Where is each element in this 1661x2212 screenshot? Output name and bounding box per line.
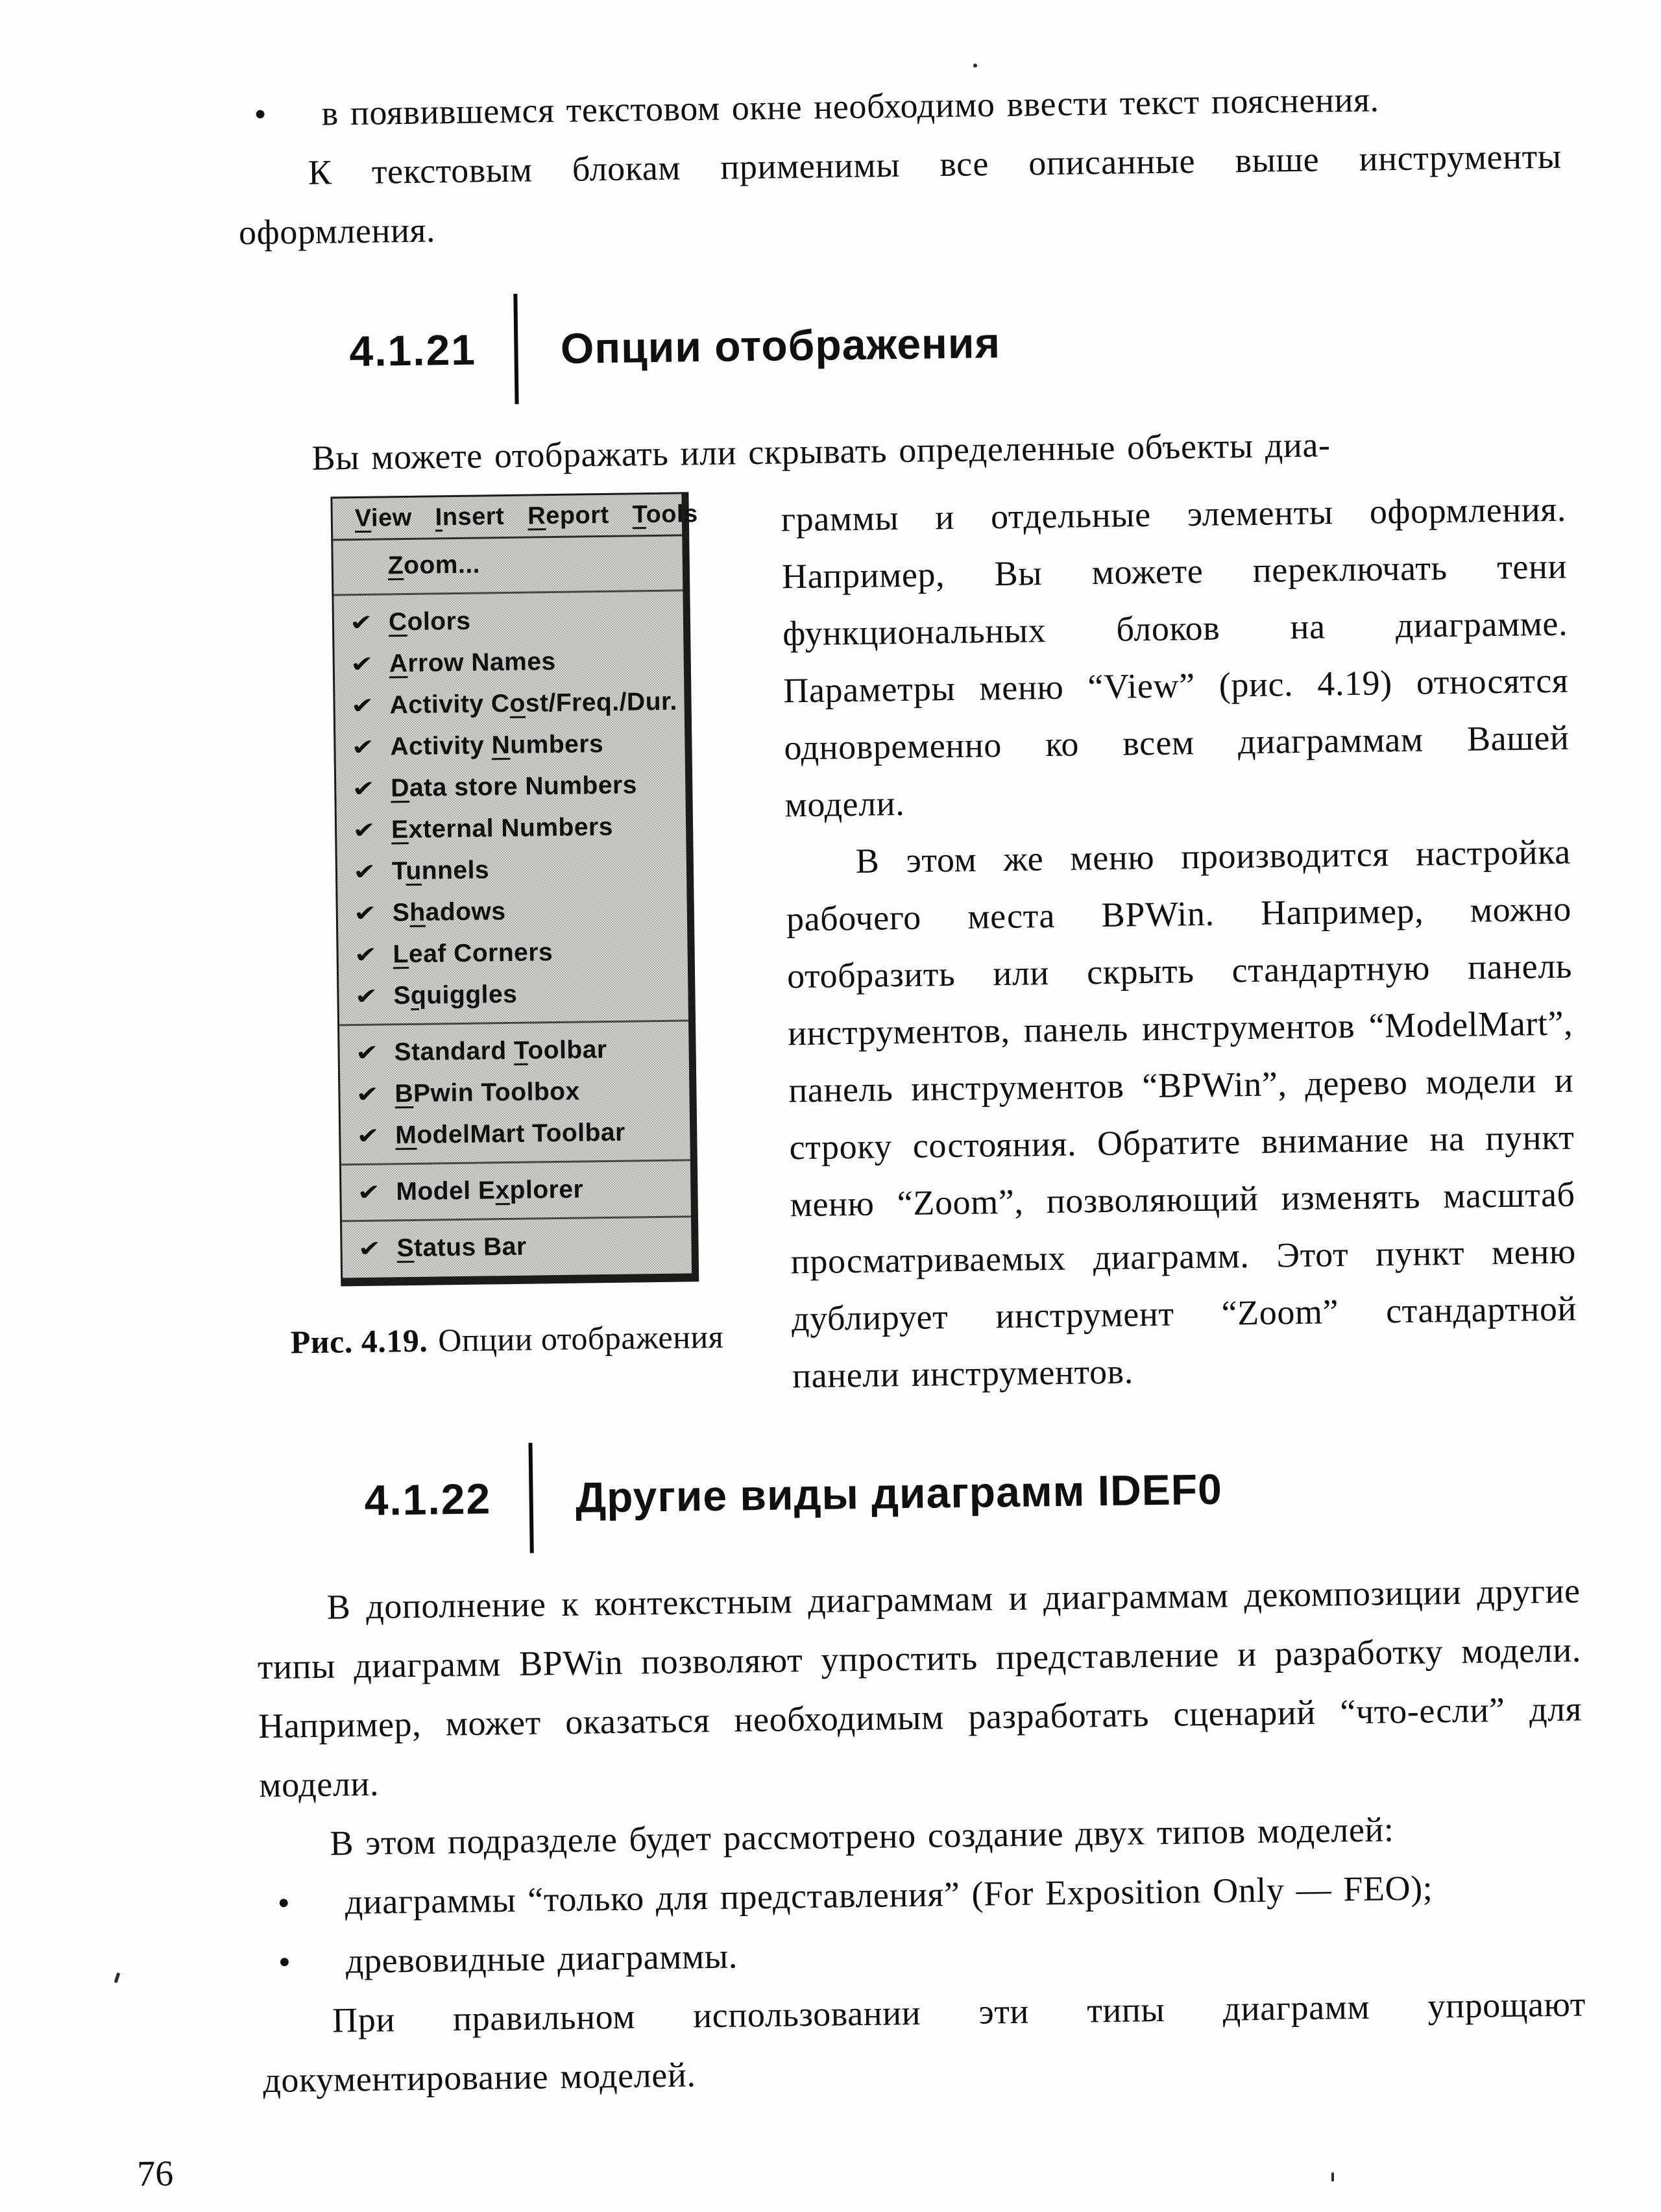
scan-artifact <box>973 64 977 67</box>
list-item-text: древовидные диаграммы. <box>345 1936 738 1981</box>
paragraph-closing: При правильном использовании эти типы диаграмм упрощают документирование моделей. <box>262 1984 1586 2100</box>
menu-item-label: ModelMart Toolbar <box>395 1118 625 1150</box>
menu-item-label: Zoom... <box>387 550 481 580</box>
menu-item-label: Activity Cost/Freq./Dur. <box>389 687 678 720</box>
menu-item-label: BPwin Toolbox <box>394 1077 580 1108</box>
model-types-list <box>260 1856 1585 1992</box>
menu-item-leaf-corners[interactable] <box>338 930 688 976</box>
section-title: Другие виды диаграмм IDEF0 <box>575 1465 1223 1522</box>
checkmark-icon: ✔ <box>352 859 377 885</box>
section-heading-4-1-22 <box>364 1429 1580 1555</box>
checkmark-icon: ✔ <box>358 1236 382 1262</box>
section-heading-4-1-21 <box>348 280 1564 406</box>
figure-caption-label: Рис. 4.19. <box>290 1322 428 1361</box>
checkmark-icon: ✔ <box>352 776 376 802</box>
menu-separator <box>341 1159 690 1165</box>
bullet-marker: • <box>278 1942 291 1982</box>
checkmark-icon: ✔ <box>356 1082 380 1108</box>
paragraph-two-types: В этом подразделе будет рассмотрено создание двух типов моделей: <box>330 1810 1394 1863</box>
checkmark-icon: ✔ <box>352 818 376 844</box>
menu-item-model-explorer[interactable] <box>341 1167 691 1213</box>
menu-item-colors[interactable] <box>334 598 684 644</box>
paragraph-addition: В дополнение к контекстным диаграммам и диаграммам декомпозиции другие типы диаграмм BPWin позволяют упростить представление и разработку модели. Например, может оказаться необходимым разработать сценарий “что-если” для модели. <box>257 1571 1582 1805</box>
menu-item-label: Tools <box>632 500 698 528</box>
menu-list <box>333 536 692 1278</box>
bullet-marker: • <box>254 94 267 134</box>
figure-caption-text: Опции отображения <box>437 1318 724 1359</box>
checkmark-icon: ✔ <box>357 1180 381 1206</box>
paragraph-workspace: В этом же меню производится настройка рабочего места BPWin. Например, можно отобразить или скрыть стандартную панель инструментов, панель инструментов “ModelMart”, панель инструментов “BPWin”, дерево модели и строку состояния. Обратите внимание на пункт меню “Zoom”, позволяющий изменять масштаб просматриваемых диаграмм. Этот пункт меню дублирует инструмент “Zoom” стандартной панели инструментов. <box>786 832 1577 1396</box>
menubar-item-insert[interactable] <box>435 503 504 531</box>
checkmark-icon: ✔ <box>354 942 378 968</box>
checkmark-icon: ✔ <box>355 1040 379 1066</box>
checkmark-icon: ✔ <box>353 901 377 927</box>
menu-item-label: External Numbers <box>391 812 614 844</box>
list-item-text: диаграммы “только для представления” (For Exposition Only — FEO); <box>345 1868 1433 1922</box>
menubar-item-report[interactable] <box>527 501 609 530</box>
bullet-marker: • <box>277 1883 291 1923</box>
menu-item-squiggles[interactable] <box>339 971 688 1017</box>
paragraph-view-intro-line: Вы можете отображать или скрывать определенные объекты диа- <box>311 425 1331 478</box>
menu-item-standard-toolbar[interactable] <box>339 1028 689 1074</box>
menu-item-label: Insert <box>435 502 505 531</box>
menu-item-activity-cost-freq-dur[interactable] <box>335 681 685 727</box>
paragraph-text-blocks: К текстовым блокам применимы все описанные выше инструменты оформления. <box>238 136 1562 252</box>
menubar-item-view[interactable] <box>355 504 412 532</box>
menu-item-external-numbers[interactable] <box>337 805 686 851</box>
menu-item-label: Status Bar <box>396 1232 527 1263</box>
menubar-item-tools[interactable] <box>632 500 698 529</box>
paragraph-view-rest: граммы и отдельные элементы оформления. Например, Вы можете переключать тени функциональных блоков на диаграмме. Параметры меню “View” (рис. 4.19) относятся одновременно ко всем диаграммам Вашей модели. <box>781 489 1570 825</box>
figure-column <box>242 491 792 1411</box>
scan-artifact <box>114 1973 121 1984</box>
menu-item-modelmart-toolbar[interactable] <box>341 1111 690 1157</box>
bullet-text: в появившемся текстовом окне необходимо ввести текст пояснения. <box>321 80 1379 133</box>
menu-bar <box>332 494 698 541</box>
menu-item-label: Colors <box>388 607 471 637</box>
menu-item-activity-numbers[interactable] <box>335 722 685 768</box>
checkmark-icon: ✔ <box>356 1123 380 1149</box>
heading-divider-bar <box>513 294 518 404</box>
menu-item-label: Squiggles <box>393 980 518 1010</box>
menu-separator <box>339 1019 688 1026</box>
menu-separator <box>333 589 683 596</box>
heading-divider-bar <box>528 1443 533 1553</box>
menu-separator <box>342 1215 691 1222</box>
menu-item-label: Report <box>527 501 609 530</box>
page-content <box>136 68 1588 2194</box>
text-column <box>781 481 1577 1405</box>
menu-item-label: Leaf Corners <box>393 938 553 969</box>
menu-item-label: Activity Numbers <box>390 730 604 761</box>
checkmark-icon: ✔ <box>349 610 374 636</box>
menu-item-label: Tunnels <box>391 856 490 886</box>
figure-view-menu-screenshot <box>330 492 699 1286</box>
menu-item-label: Arrow Names <box>389 647 556 678</box>
menu-item-label: Data store Numbers <box>391 771 638 803</box>
menu-item-label: View <box>354 504 413 532</box>
checkmark-icon: ✔ <box>350 693 374 719</box>
menu-item-shadows[interactable] <box>337 888 687 934</box>
figure-and-text-columns <box>242 481 1577 1412</box>
page-number: 76 <box>136 2153 174 2194</box>
section-number: 4.1.22 <box>364 1474 492 1524</box>
menu-item-data-store-numbers[interactable] <box>336 764 686 810</box>
menu-item-zoom[interactable] <box>333 541 683 587</box>
menu-item-label: Standard Toolbar <box>394 1036 607 1067</box>
menu-item-arrow-names[interactable] <box>334 639 684 685</box>
menu-item-bpwin-toolbox[interactable] <box>340 1069 690 1115</box>
figure-caption <box>257 1317 757 1361</box>
menu-item-label: Shadows <box>392 897 506 927</box>
menu-item-label: Model Explorer <box>396 1175 584 1206</box>
section-title: Опции отображения <box>560 318 1001 372</box>
checkmark-icon: ✔ <box>354 984 378 1010</box>
menu-item-tunnels[interactable] <box>337 847 687 893</box>
checkmark-icon: ✔ <box>350 651 374 677</box>
section-number: 4.1.21 <box>348 325 477 376</box>
checkmark-icon: ✔ <box>351 735 375 760</box>
menu-item-status-bar[interactable] <box>342 1224 692 1270</box>
